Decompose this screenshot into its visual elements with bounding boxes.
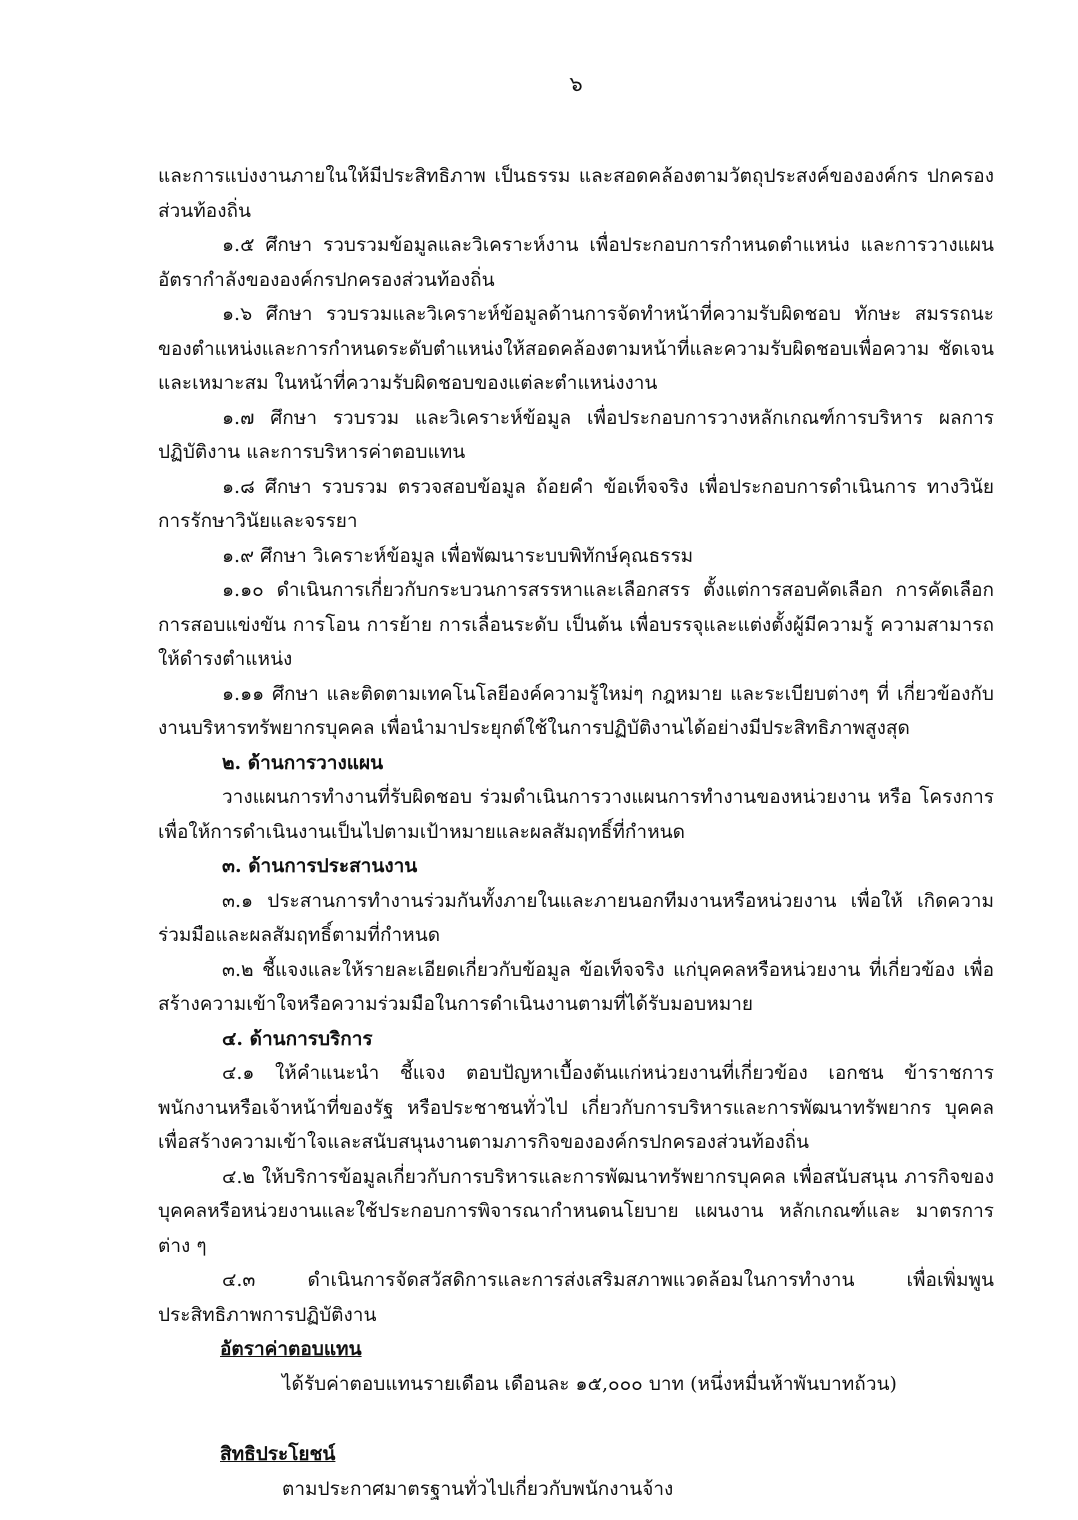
section-heading: ๒. ด้านการวางแผน <box>222 751 384 774</box>
compensation-text: ได้รับค่าตอบแทนรายเดือน เดือนละ ๑๕,๐๐๐ บาท (หนึ่งหมื่นห้าพันบาทถ้วน) <box>282 1372 897 1395</box>
compensation-title: อัตราค่าตอบแทน <box>220 1338 362 1360</box>
body-paragraph: ๑.๖ ศึกษา รวบรวมและวิเคราะห์ข้อมูลด้านการจัดทำหน้าที่ความรับผิดชอบ ทักษะ สมรรถนะของตำแหน่งและการกำหนดระดับตำแหน่งให้สอดคล้องตามหน้าที่และความรับผิดชอบเพื่อความ ชัดเจนและเหมาะสม ในหน้าที่ความรับผิดชอบของแต่ละตำแหน่งงาน <box>158 303 994 394</box>
body-paragraph: ๑.๑๐ ดำเนินการเกี่ยวกับกระบวนการสรรหาและเลือกสรร ตั้งแต่การสอบคัดเลือก การคัดเลือกการสอบแข่งขัน การโอน การย้าย การเลื่อนระดับ เป็นต้น เพื่อบรรจุและแต่งตั้งผู้มีความรู้ ความสามารถให้ดำรงตำแหน่ง <box>158 579 994 670</box>
body-paragraph: ๑.๗ ศึกษา รวบรวม และวิเคราะห์ข้อมูล เพื่อประกอบการวางหลักเกณฑ์การบริหาร ผลการปฏิบัติงาน และการบริหารค่าตอบแทน <box>158 406 994 463</box>
body-paragraph: ๔.๑ ให้คำแนะนำ ชี้แจง ตอบปัญหาเบื้องต้นแก่หน่วยงานที่เกี่ยวข้อง เอกชน ข้าราชการ พนักงานหรือเจ้าหน้าที่ของรัฐ หรือประชาชนทั่วไป เกี่ยวกับการบริหารและการพัฒนาทรัพยากร บุคคล เพื่อสร้างความเข้าใจและสนับสนุนงานตามภารกิจขององค์กรปกครองส่วนท้องถิ่น <box>158 1062 994 1153</box>
body-paragraph: ๔.๒ ให้บริการข้อมูลเกี่ยวกับการบริหารและการพัฒนาทรัพยากรบุคคล เพื่อสนับสนุน ภารกิจของบุคคลหรือหน่วยงานและใช้ประกอบการพิจารณากำหนดนโยบาย แผนงาน หลักเกณฑ์และ มาตรการต่าง ๆ <box>158 1165 994 1257</box>
body-paragraph: วางแผนการทำงานที่รับผิดชอบ ร่วมดำเนินการวางแผนการทำงานของหน่วยงาน หรือ โครงการ เพื่อให้การดำเนินงานเป็นไปตามเป้าหมายและผลสัมฤทธิ์ที่กำหนด <box>158 786 994 843</box>
body-paragraph: ๑.๑๑ ศึกษา และติดตามเทคโนโลยีองค์ความรู้ใหม่ๆ กฎหมาย และระเบียบต่างๆ ที่ เกี่ยวข้องกับงานบริหารทรัพยากรบุคคล เพื่อนำมาประยุกต์ใช้ในการปฏิบัติงานได้อย่างมีประสิทธิภาพสูงสุด <box>158 682 994 739</box>
section-heading: ๔. ด้านการบริการ <box>222 1027 373 1050</box>
body-paragraph: ๓.๑ ประสานการทำงานร่วมกันทั้งภายในและภายนอกทีมงานหรือหน่วยงาน เพื่อให้ เกิดความร่วมมือและผลสัมฤทธิ์ตามที่กำหนด <box>158 889 994 946</box>
benefits-text: ตามประกาศมาตรฐานทั่วไปเกี่ยวกับพนักงานจ้าง <box>282 1477 674 1500</box>
benefits-section <box>158 1437 994 1506</box>
benefits-title: สิทธิประโยชน์ <box>220 1443 336 1465</box>
body-paragraph: ๔.๓ ดำเนินการจัดสวัสดิการและการส่งเสริมสภาพแวดล้อมในการทำงาน เพื่อเพิ่มพูน ประสิทธิภาพการปฏิบัติงาน <box>158 1269 994 1326</box>
page-number: ๖ <box>569 72 583 96</box>
section-heading: ๓. ด้านการประสานงาน <box>222 855 418 877</box>
body-paragraph: ๑.๙ ศึกษา วิเคราะห์ข้อมูล เพื่อพัฒนาระบบพิทักษ์คุณธรรม <box>222 544 694 567</box>
section-spacer <box>158 1401 994 1437</box>
paragraph-list <box>158 159 994 1332</box>
body-paragraph: และการแบ่งงานภายในให้มีประสิทธิภาพ เป็นธรรม และสอดคล้องตามวัตถุประสงค์ขององค์กร ปกครองส่วนท้องถิ่น <box>158 165 994 222</box>
compensation-section <box>158 1332 994 1401</box>
body-paragraph: ๑.๘ ศึกษา รวบรวม ตรวจสอบข้อมูล ถ้อยคำ ข้อเท็จจริง เพื่อประกอบการดำเนินการ ทางวินัยการรักษาวินัยและจรรยา <box>158 475 994 532</box>
document-body <box>158 159 994 1506</box>
body-paragraph: ๓.๒ ชี้แจงและให้รายละเอียดเกี่ยวกับข้อมูล ข้อเท็จจริง แก่บุคคลหรือหน่วยงาน ที่เกี่ยวข้อง เพื่อสร้างความเข้าใจหรือความร่วมมือในการดำเนินงานตามที่ได้รับมอบหมาย <box>158 958 994 1015</box>
body-paragraph: ๑.๕ ศึกษา รวบรวมข้อมูลและวิเคราะห์งาน เพื่อประกอบการกำหนดตำแหน่ง และการวางแผนอัตรากำลังขององค์กรปกครองส่วนท้องถิ่น <box>158 234 994 291</box>
